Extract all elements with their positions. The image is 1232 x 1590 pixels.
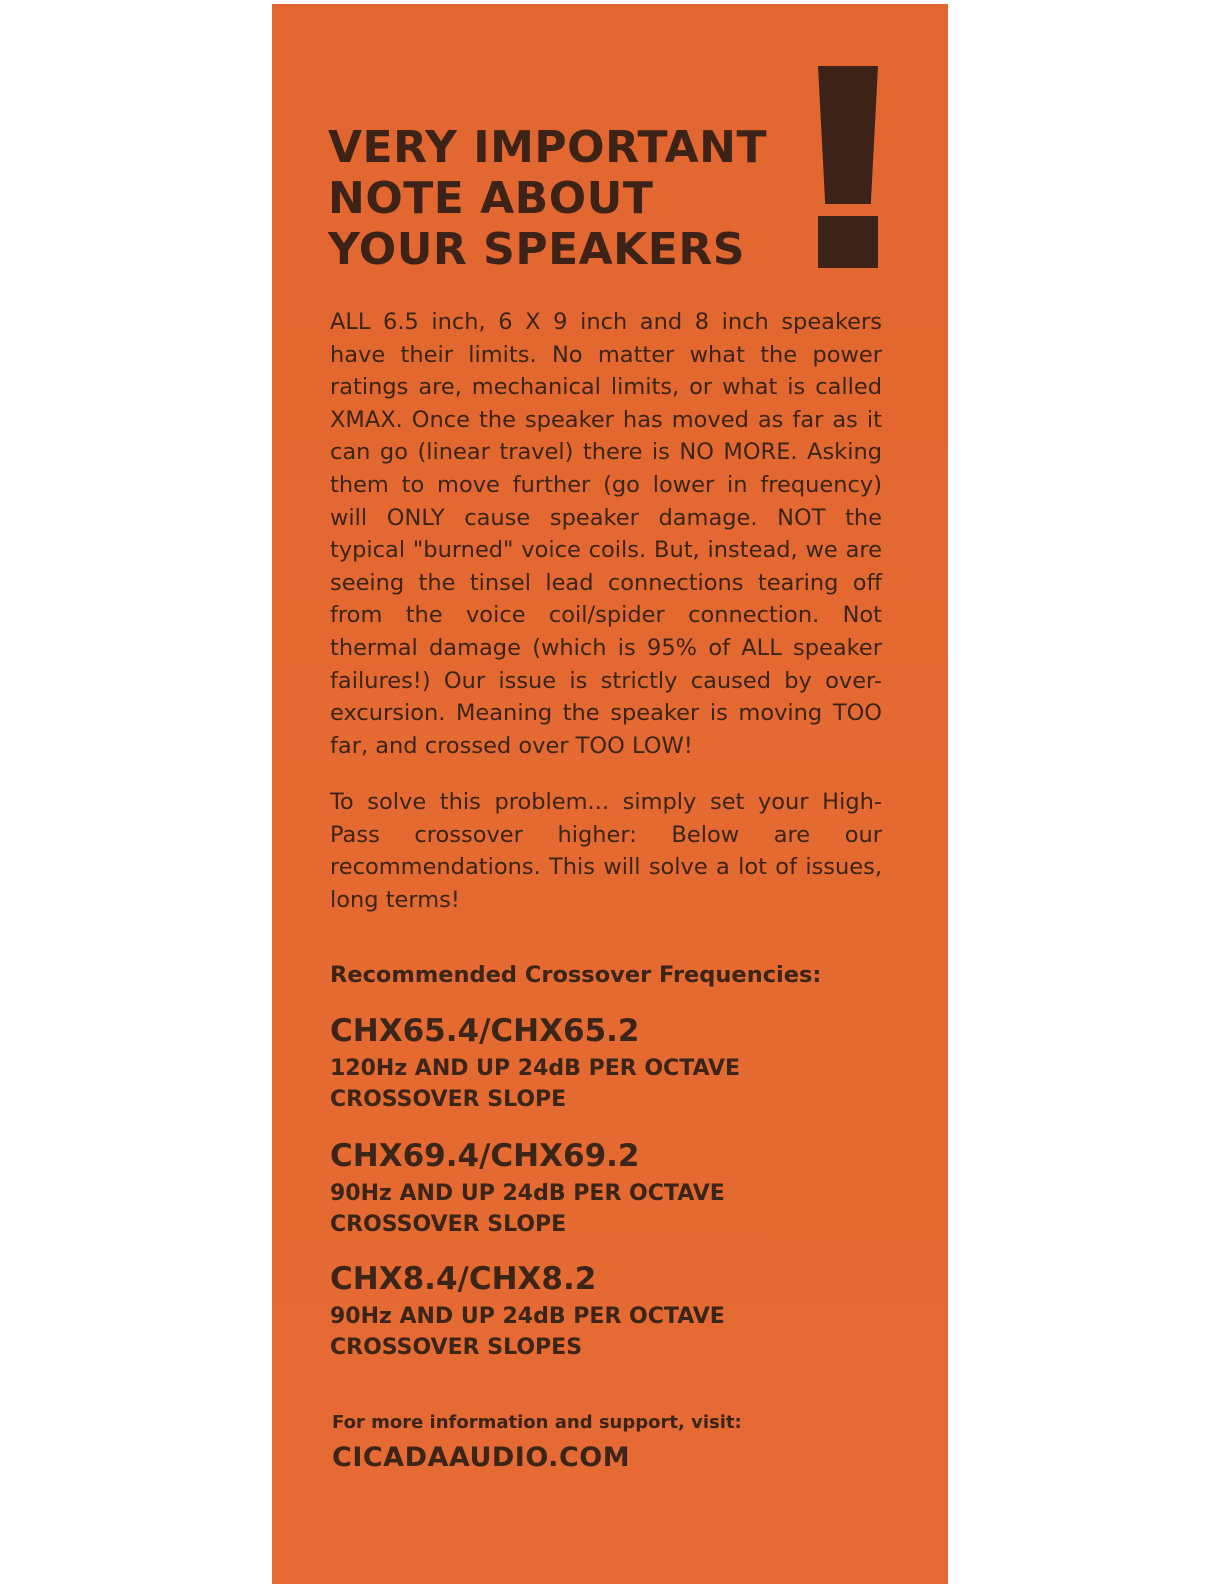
model-recommendation — [330, 1011, 890, 1115]
warning-paragraph: ALL 6.5 inch, 6 X 9 inch and 8 inch speakers have their limits. No matter what the power ratings are, mechanical limits, or what is called XMAX. Once the speaker has moved as far as it can go (linear travel) there is NO MORE. Asking them to move further (go lower in frequency) will ONLY cause speaker damage. NOT the typical "burned" voice coils. But, instead, we are seeing the tinsel lead connections tearing off from the voice coil/spider connection. Not thermal damage (which is 95% of ALL speaker failures!) Our issue is strictly caused by over-excursion. Meaning the speaker is moving TOO far, and crossed over TOO LOW! — [330, 309, 882, 759]
model-name: CHX65.4/CHX65.2 — [330, 1013, 640, 1049]
title-line: YOUR SPEAKERS — [328, 224, 745, 275]
exclamation-bar — [818, 66, 878, 204]
page-title — [328, 122, 767, 275]
model-spec — [330, 1053, 890, 1115]
spec-line: 90Hz AND UP 24dB PER OCTAVE — [330, 1304, 725, 1329]
model-spec — [330, 1178, 890, 1240]
title-line: VERY IMPORTANT — [328, 122, 767, 173]
notice-card — [272, 4, 948, 1584]
spec-line: 120Hz AND UP 24dB PER OCTAVE — [330, 1056, 741, 1081]
model-spec — [330, 1301, 890, 1363]
spec-line: CROSSOVER SLOPE — [330, 1087, 567, 1112]
model-recommendation — [330, 1259, 890, 1363]
model-name: CHX69.4/CHX69.2 — [330, 1138, 640, 1174]
recommendations-heading: Recommended Crossover Frequencies: — [330, 962, 822, 988]
model-name: CHX8.4/CHX8.2 — [330, 1261, 597, 1297]
title-line: NOTE ABOUT — [328, 173, 654, 224]
spec-line: CROSSOVER SLOPE — [330, 1212, 567, 1237]
solution-paragraph: To solve this problem... simply set your High-Pass crossover higher: Below are our recommendations. This will solve a lot of issues, long terms! — [330, 789, 882, 913]
support-label: For more information and support, visit: — [332, 1412, 742, 1433]
spec-line: 90Hz AND UP 24dB PER OCTAVE — [330, 1181, 725, 1206]
exclamation-dot — [818, 216, 878, 268]
spec-line: CROSSOVER SLOPES — [330, 1335, 583, 1360]
website-link[interactable]: CICADAAUDIO.COM — [332, 1442, 631, 1473]
model-recommendation — [330, 1136, 890, 1240]
